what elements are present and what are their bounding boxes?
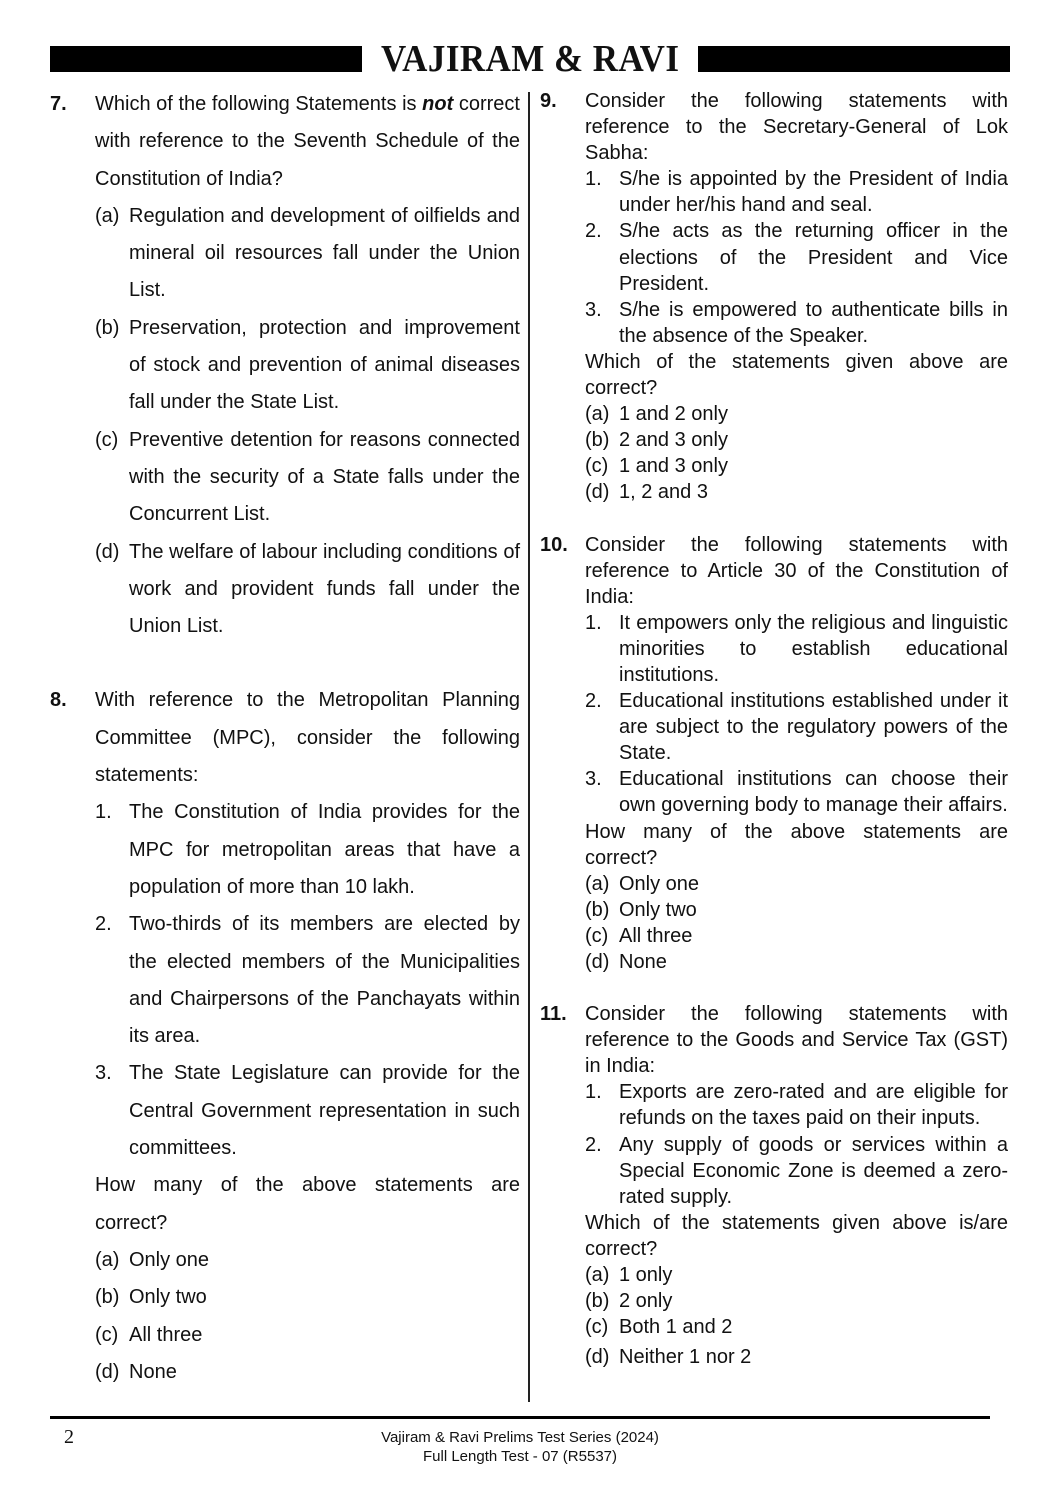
column-divider — [528, 92, 530, 1402]
question-stem: Consider the following statements with reference to the Secretary-General of Lok Sabha: — [585, 90, 1008, 165]
option-c[interactable]: (c) Both 1 and 2 — [585, 1316, 733, 1339]
option-a[interactable]: (a) Only one — [585, 872, 700, 895]
statement-2: 2. Two-thirds of its members are elected by the elected members of the Municipalities and Chairpersons of the Panchayats within its area. — [95, 913, 520, 1048]
option-c[interactable]: (c) 1 and 3 only — [585, 455, 728, 478]
question-number: 7. — [50, 93, 67, 115]
option-d[interactable]: (d) None — [585, 951, 667, 973]
statement-1: 1. It empowers only the religious and linguistic minorities to establish educational institutions. — [585, 611, 1008, 686]
option-b[interactable]: (b) 2 only — [585, 1290, 673, 1313]
option-d[interactable]: (d) Neither 1 nor 2 — [585, 1346, 752, 1369]
statement-2: 2. S/he acts as the returning officer in the elections of the President and Vice President. — [585, 220, 1008, 295]
header-bar-right — [698, 46, 1010, 72]
statement-1: 1. The Constitution of India provides for the MPC for metropolitan areas that have a population of more than 10 lakh. — [95, 801, 520, 898]
footer-series: Vajiram & Ravi Prelims Test Series (2024) — [381, 1429, 659, 1446]
footer-text — [300, 1428, 740, 1466]
question-stem: Consider the following statements with reference to Article 30 of the Constitution of India: — [585, 533, 1008, 608]
statement-2: 2. Educational institutions established under it are subject to the regulatory powers of the State. — [585, 690, 1008, 765]
page-header — [50, 38, 1010, 80]
question-10 — [540, 532, 1008, 976]
option-b[interactable]: (b) Only two — [95, 1286, 207, 1309]
right-column — [540, 88, 1008, 1370]
question-number: 8. — [50, 689, 67, 712]
option-d[interactable]: (d) None — [95, 1360, 177, 1383]
header-bar-left — [50, 46, 362, 72]
option-d[interactable]: (d) 1, 2 and 3 — [585, 481, 708, 504]
page-number: 2 — [64, 1426, 74, 1448]
option-a[interactable]: (a) Regulation and development of oilfields and mineral oil resources fall under the Union List. — [95, 204, 520, 302]
footer-rule — [50, 1416, 990, 1419]
option-c[interactable]: (c) All three — [585, 924, 693, 947]
question-11 — [540, 1001, 1008, 1370]
question-prompt: Which of the statements given above are correct? — [585, 350, 1008, 400]
question-stem: Which of the following Statements is not correct with reference to the Seventh Schedule of the Constitution of India? — [95, 93, 520, 190]
statement-3: 3. S/he is empowered to authenticate bills in the absence of the Speaker. — [585, 298, 1008, 347]
statement-3: 3. The State Legislature can provide for the Central Government representation in such committees. — [95, 1062, 520, 1160]
option-c[interactable]: (c) Preventive detention for reasons connected with the security of a State falls under the Concurrent List. — [95, 428, 520, 526]
option-b[interactable]: (b) Only two — [585, 898, 697, 921]
question-number: 11. — [540, 1003, 567, 1026]
option-a[interactable]: (a) 1 only — [585, 1264, 673, 1287]
statement-3: 3. Educational institutions can choose their own governing body to manage their affairs. — [585, 768, 1008, 817]
option-c[interactable]: (c) All three — [95, 1323, 203, 1346]
question-prompt: How many of the above statements are correct? — [95, 1174, 520, 1234]
statement-1: 1. Exports are zero-rated and are eligible for refunds on the taxes paid on their inputs. — [585, 1081, 1008, 1130]
statement-1: 1. S/he is appointed by the President of India under her/his hand and seal. — [585, 168, 1008, 217]
question-8 — [50, 682, 520, 1391]
question-prompt: Which of the statements given above is/are correct? — [585, 1211, 1008, 1260]
question-9 — [540, 88, 1008, 506]
brand-title: VAJIRAM & RAVI — [380, 38, 680, 80]
option-a[interactable]: (a) Only one — [95, 1248, 210, 1271]
footer-test-id: Full Length Test - 07 (R5537) — [423, 1448, 617, 1465]
option-b[interactable]: (b) 2 and 3 only — [585, 429, 728, 452]
option-b[interactable]: (b) Preservation, protection and improvement of stock and prevention of animal diseases fall under the State List. — [95, 316, 520, 414]
question-7 — [50, 86, 520, 645]
option-a[interactable]: (a) 1 and 2 only — [585, 403, 728, 426]
question-prompt: How many of the above statements are correct? — [585, 820, 1008, 869]
question-number: 9. — [540, 90, 557, 112]
left-column — [50, 86, 520, 1391]
emphasis-not: not — [422, 93, 454, 115]
question-stem: With reference to the Metropolitan Planning Committee (MPC), consider the following statements: — [95, 689, 520, 787]
option-d[interactable]: (d) The welfare of labour including conditions of work and provident funds fall under the Union List. — [95, 540, 520, 638]
question-stem: Consider the following statements with reference to the Goods and Service Tax (GST) in India: — [585, 1003, 1008, 1078]
question-number: 10. — [540, 533, 568, 556]
statement-2: 2. Any supply of goods or services within a Special Economic Zone is deemed a zero-rated supply. — [585, 1133, 1008, 1208]
